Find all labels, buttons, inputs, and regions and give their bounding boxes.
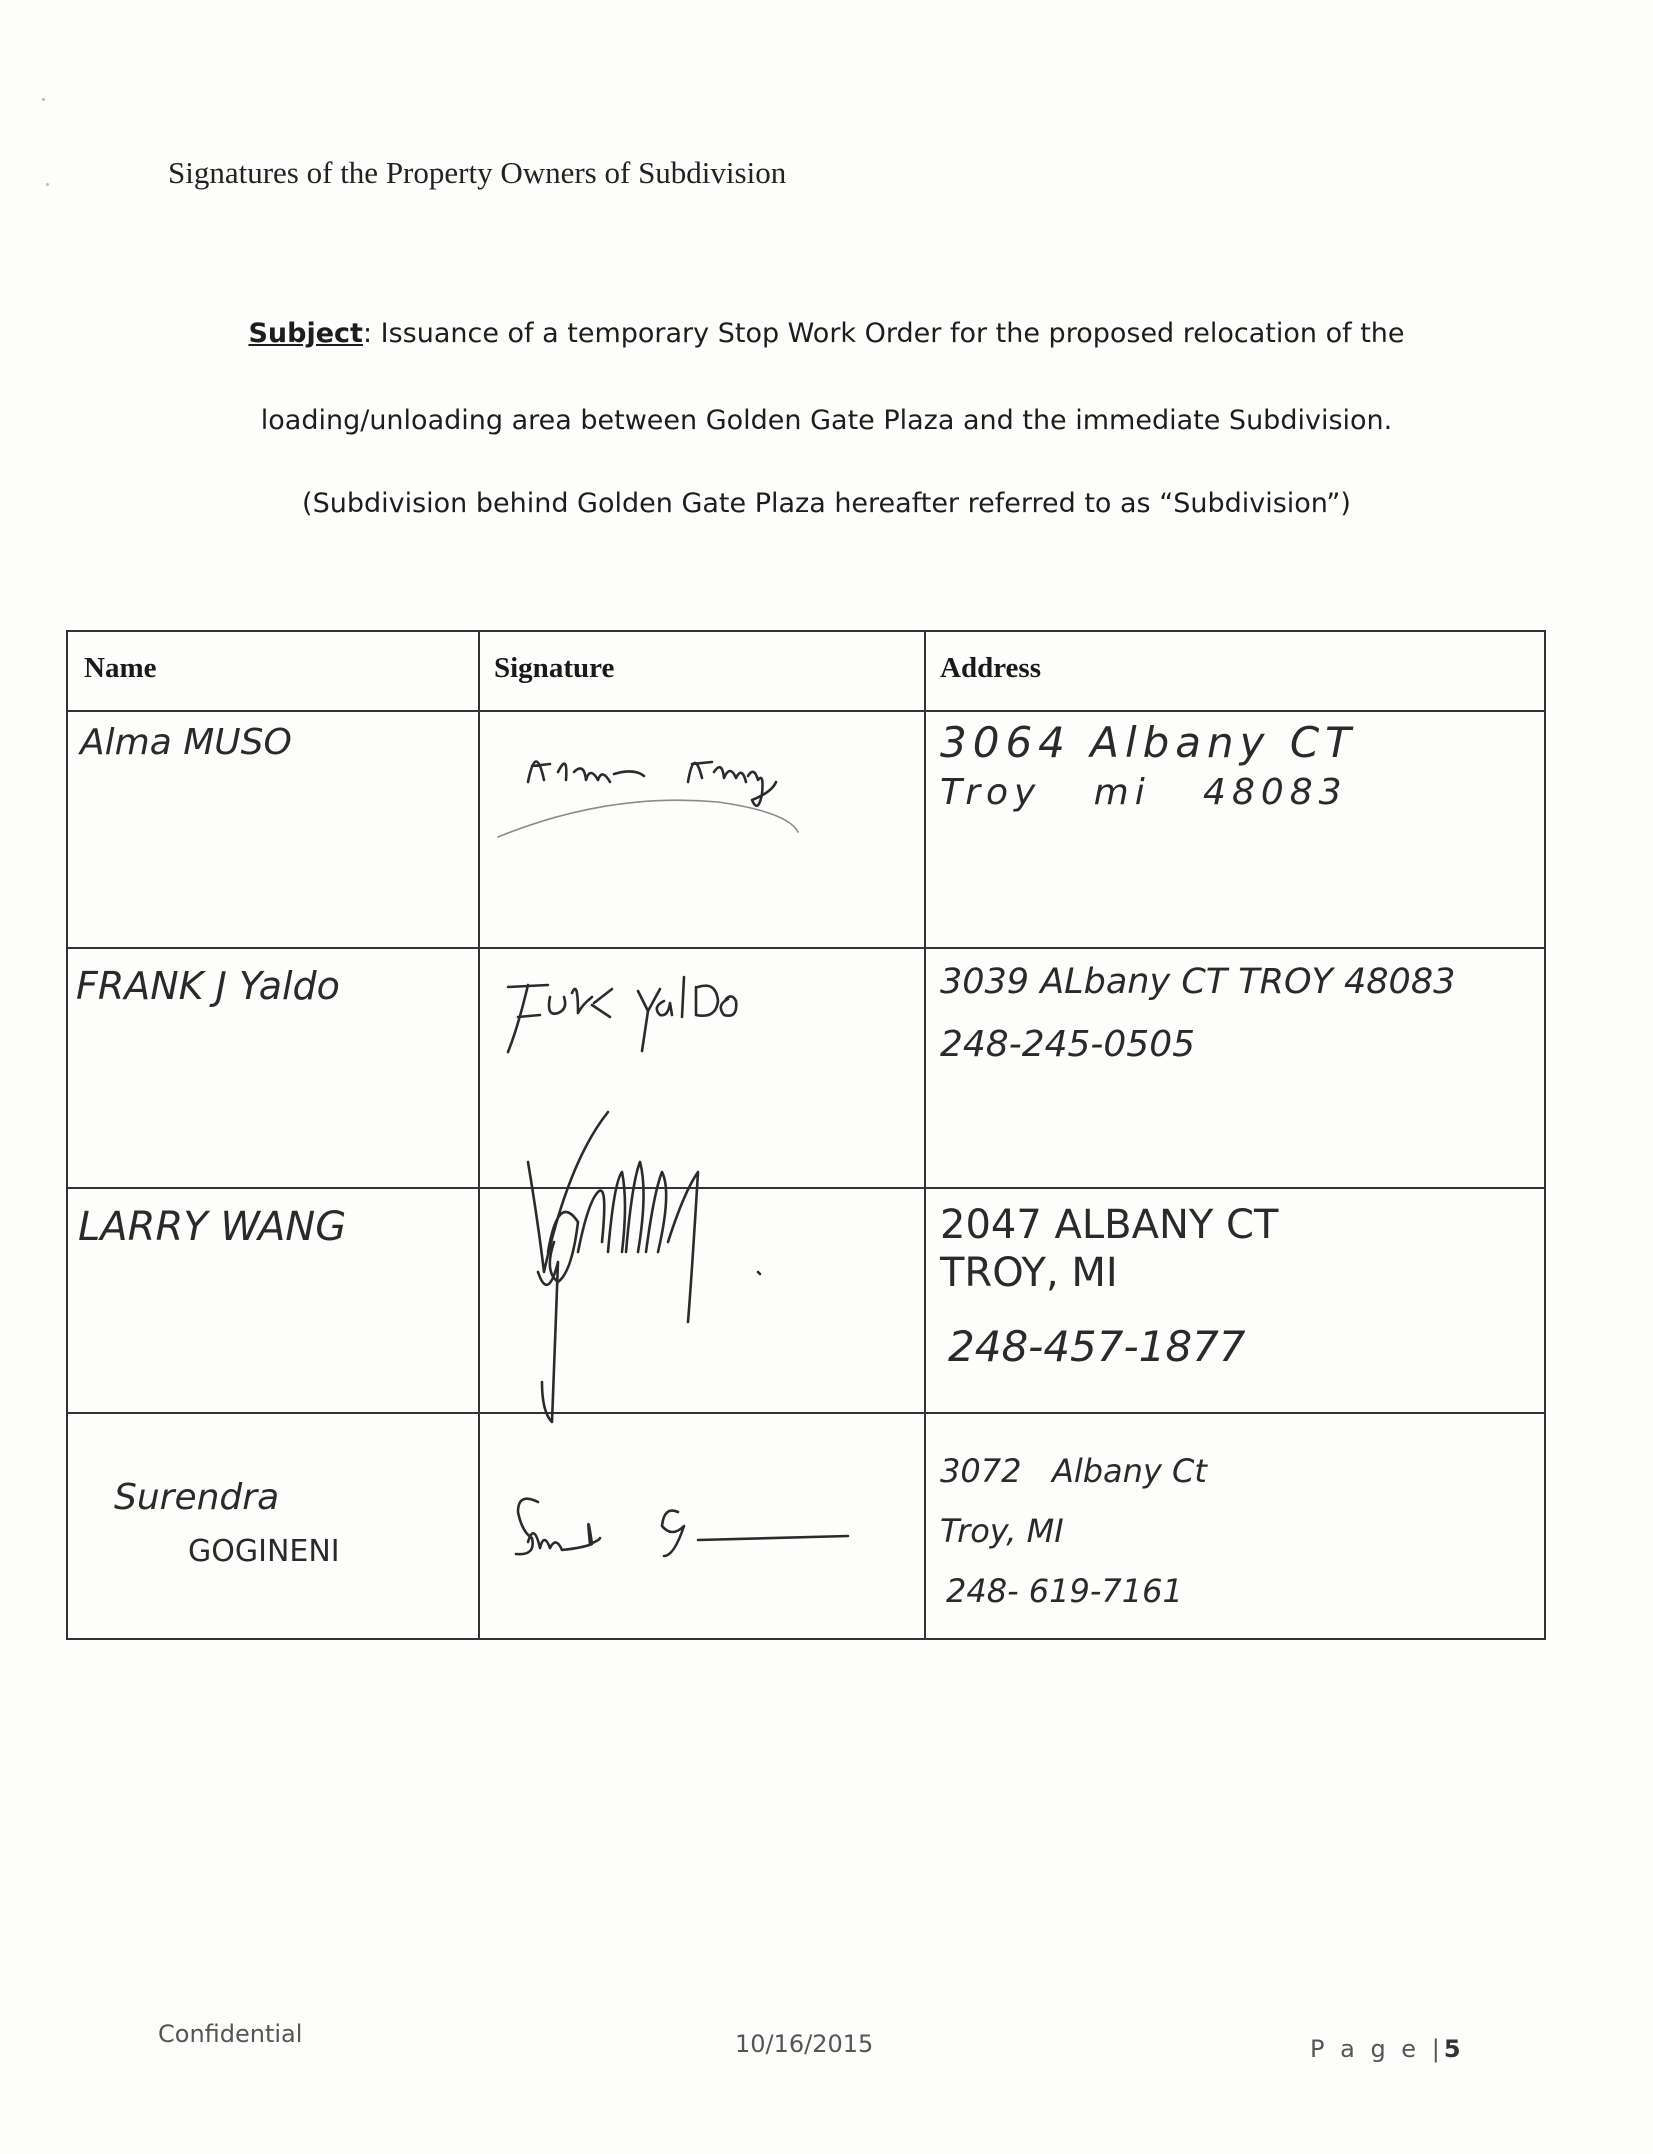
owner-name: FRANK J Yaldo [76, 964, 340, 1008]
signature-table [66, 630, 1546, 1640]
address-line: Troy, MI [940, 1512, 1064, 1550]
owner-name: GOGINENI [188, 1534, 340, 1569]
row-divider [68, 1412, 1544, 1414]
address-line: 3072 Albany Ct [940, 1452, 1207, 1490]
address-line: TROY, MI [940, 1250, 1118, 1296]
subject-line-1 [0, 318, 1653, 349]
address-line: 3039 ALbany CT TROY 48083 [940, 962, 1456, 1002]
address-line: 3064 Albany CT [940, 718, 1357, 767]
footer-date: 10/16/2015 [735, 2030, 874, 2058]
scan-speck [46, 183, 49, 186]
address-line: Troy mi 48083 [940, 772, 1348, 813]
subject-text: : Issuance of a temporary Stop Work Order for the proposed relocation of the [362, 318, 1405, 349]
address-line: 248- 619-7161 [946, 1572, 1183, 1610]
subject-line-3: (Subdivision behind Golden Gate Plaza hereafter referred to as “Subdivision”) [302, 488, 1351, 519]
row-divider [68, 947, 1544, 949]
column-header-address: Address [940, 652, 1041, 684]
footer-confidential: Confidential [158, 2020, 303, 2048]
signature-drawing [488, 1472, 908, 1582]
footer-page-number [1310, 2035, 1465, 2063]
column-divider [478, 632, 480, 1638]
owner-name: Alma MUSO [80, 722, 292, 763]
signature-drawing [508, 1102, 808, 1402]
address-line: 248-457-1877 [948, 1322, 1246, 1371]
subject-line-2: loading/unloading area between Golden Gate Plaza and the immediate Subdivision. [260, 405, 1393, 436]
column-header-name: Name [84, 652, 157, 684]
address-line: 248-245-0505 [940, 1024, 1196, 1065]
owner-name: LARRY WANG [78, 1204, 347, 1250]
address-line: 2047 ALBANY CT [940, 1202, 1279, 1248]
page-title: Signatures of the Property Owners of Subdivision [168, 155, 787, 190]
page-separator: | [1431, 2035, 1444, 2063]
page-label: P a g e [1310, 2035, 1421, 2063]
subject-label: Subject [248, 318, 363, 349]
row-divider [68, 710, 1544, 712]
column-divider [924, 632, 926, 1638]
owner-name: Surendra [114, 1477, 280, 1518]
signature-drawing [488, 957, 908, 1067]
scan-speck [42, 98, 45, 101]
column-header-signature: Signature [494, 652, 615, 684]
page-number: 5 [1443, 2035, 1465, 2063]
signature-drawing [488, 722, 908, 872]
